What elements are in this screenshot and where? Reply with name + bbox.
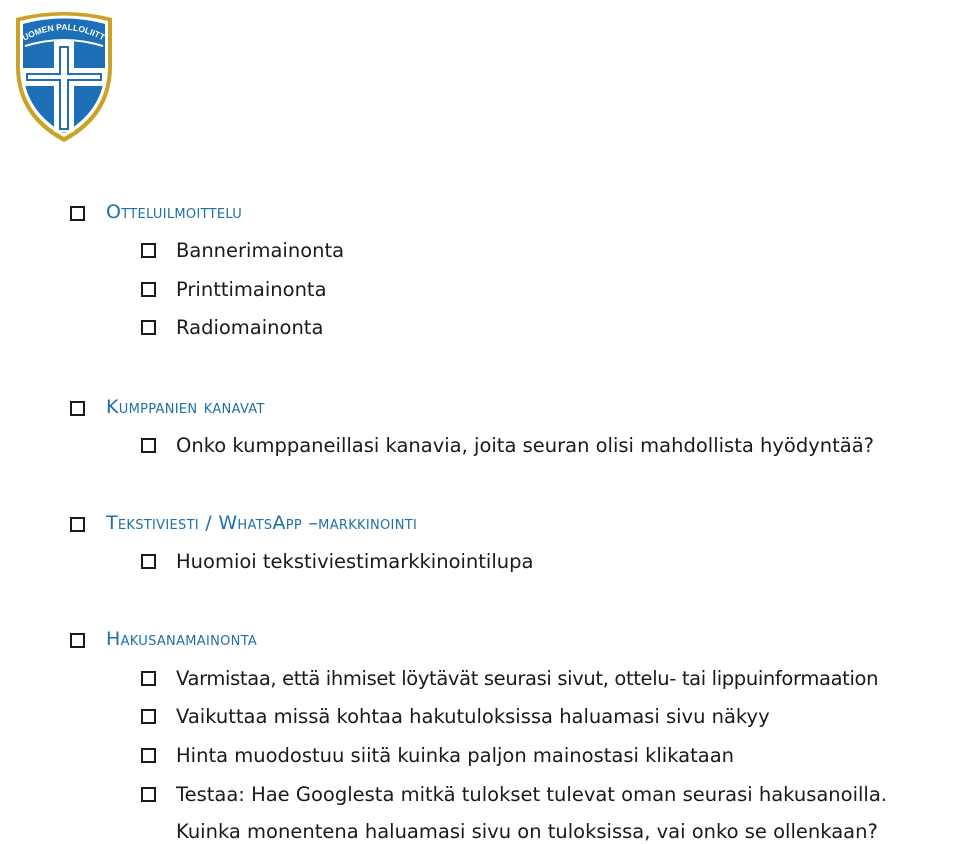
checkbox-icon [141,787,156,802]
checkbox-icon [70,517,85,532]
checkbox-icon [141,243,156,258]
checkbox-icon [141,671,156,686]
checkbox-icon [70,206,85,221]
item-label: Huomioi tekstiviestimarkkinointilupa [176,550,534,573]
suomen-palloliitto-logo [12,10,116,144]
heading-label: Hakusanamainonta [106,628,258,650]
checkbox-icon [141,554,156,569]
list-item [141,667,878,693]
list-item [141,278,327,304]
item-label: Bannerimainonta [176,239,345,262]
shield-icon [12,10,116,144]
item-label: Varmistaa, että ihmiset löytävät seurasi sivut, ottelu- tai lippuinformaation [176,667,879,690]
list-item-continuation: Kuinka monentena haluamasi sivu on tuloksissa, vai onko se ollenkaan? [176,820,878,843]
list-item [141,316,323,342]
checkbox-icon [70,633,85,648]
checkbox-icon [70,401,85,416]
checkbox-icon [141,282,156,297]
item-label: Vaikuttaa missä kohtaa hakutuloksissa haluamasi sivu näkyy [176,705,770,728]
list-item [141,705,770,731]
section-heading-tekstiviesti-whatsapp [70,512,417,538]
logo-text: UOMEN PALLOLIITT [20,21,107,43]
list-item [141,744,734,770]
list-item [141,239,344,265]
list-item [141,434,874,460]
section-heading-otteluilmoittelu [70,201,242,227]
item-label: Hinta muodostuu siitä kuinka paljon mainostasi klikataan [176,744,735,767]
item-label: Radiomainonta [176,316,324,339]
list-item [141,550,533,576]
section-heading-kumppanien-kanavat [70,396,265,422]
item-label: Printtimainonta [176,278,327,301]
checkbox-icon [141,320,156,335]
item-label: Onko kumppaneillasi kanavia, joita seuran olisi mahdollista hyödyntää? [176,434,874,457]
list-item [141,783,887,809]
item-label: Testaa: Hae Googlesta mitkä tulokset tulevat oman seurasi hakusanoilla. [176,783,887,806]
checkbox-icon [141,748,156,763]
section-heading-hakusanamainonta [70,628,257,654]
heading-label: Otteluilmoittelu [106,201,243,223]
checkbox-icon [141,709,156,724]
heading-label: Tekstiviesti / WhatsApp –markkinointi [106,512,418,534]
heading-label: Kumppanien kanavat [106,396,265,418]
checkbox-icon [141,438,156,453]
